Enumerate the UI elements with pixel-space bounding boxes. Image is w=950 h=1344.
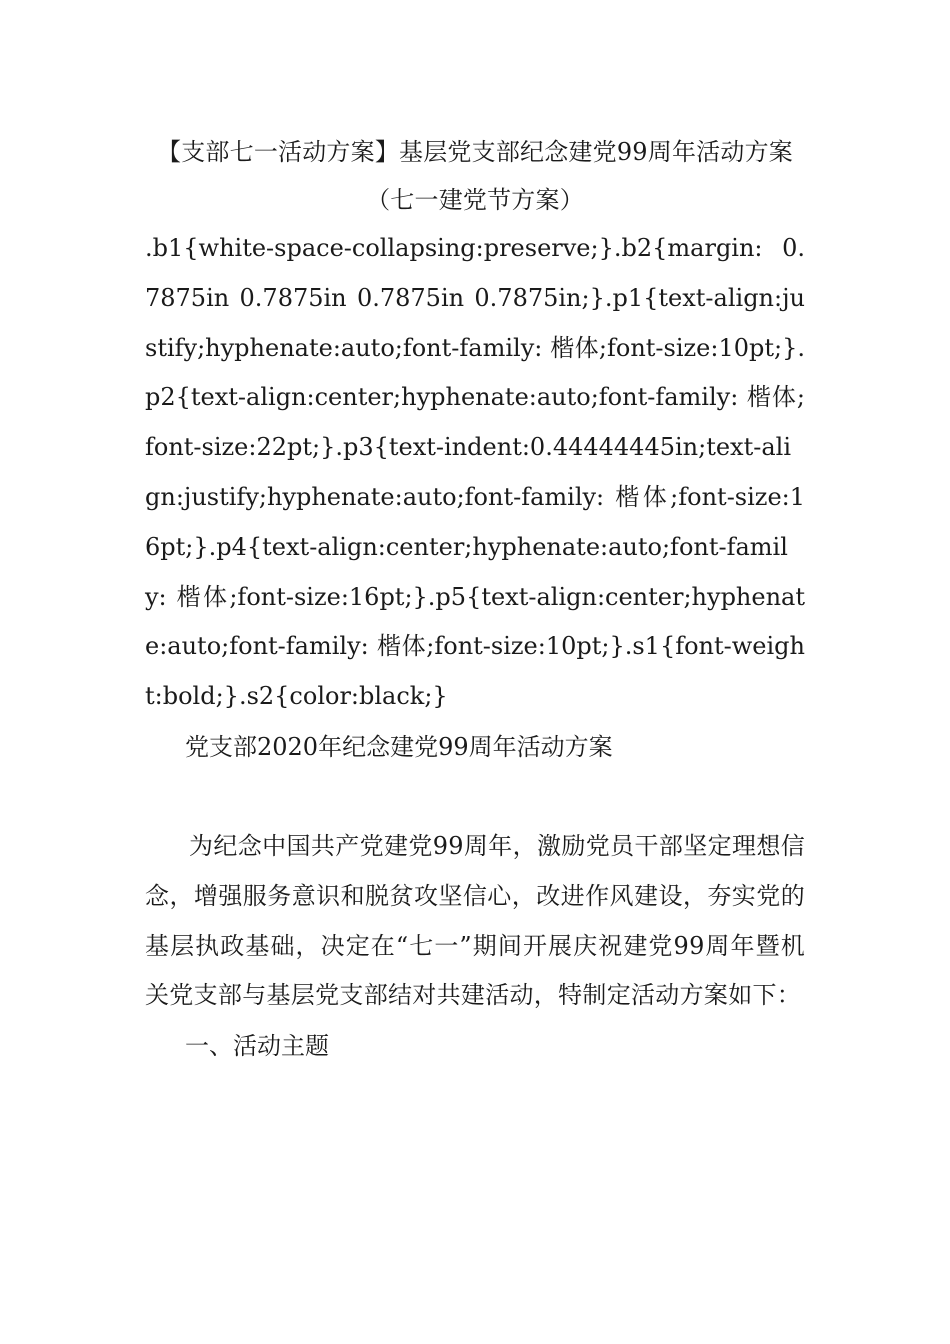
intro-paragraph: 为纪念中国共产党建党99周年，激励党员干部坚定理想信念，增强服务意识和脱贫攻坚信心，改进作风建设，夯实党的基层执政基础，决定在“七一”期间开展庆祝建党99周年暨机关党支部与基层党支部结对共建活动，特制定活动方案如下：: [145, 831, 805, 1010]
section-heading-theme: 一、活动主题: [185, 1032, 329, 1061]
stylesheet-text: .b1{white-space-collapsing:preserve;}.b2{margin: 0.7875in 0.7875in 0.7875in 0.7875in;}.p1{text-align:justify;hyphenate:auto;font-family: 楷体;font-size:10pt;}.p2{text-align:center;hyphenate:auto;font-family: 楷体;font-size:22pt;}.p3{text-indent:0.44444445in;text-align:justify;hyphenate:auto;font-family: 楷体;font-size:16pt;}.p4{text-align:center;hyphenate:auto;font-family: 楷体;font-size:16pt;}.p5{text-align:center;hyphenate:auto;font-family: 楷体;font-size:10pt;}.s1{font-weight:bold;}.s2{color:black;}: [145, 234, 805, 711]
document-title: 【支部七一活动方案】基层党支部纪念建党99周年活动方案（七一建党节方案）: [157, 138, 793, 214]
blank-line: [145, 772, 805, 822]
document-page: [145, 128, 805, 1071]
document-subtitle: 党支部2020年纪念建党99周年活动方案: [185, 732, 613, 761]
